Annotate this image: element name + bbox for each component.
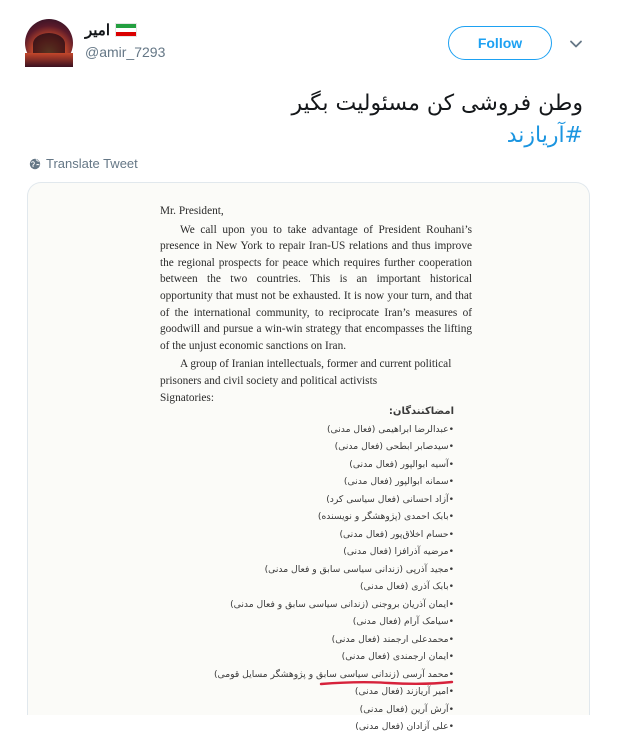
signatory-item: • محمد آرسی (زندانی سیاسی سابق و پژوهشگر مسایل قومی) — [154, 666, 454, 684]
iran-flag-icon — [115, 23, 137, 37]
signatories-label: Signatories: — [160, 391, 214, 404]
tweet-image[interactable] — [27, 182, 590, 732]
signatory-item: • ایمان آذریان بروجنی (زندانی سیاسی سابق و فعال مدنی) — [154, 596, 454, 614]
name-row[interactable] — [85, 20, 137, 40]
avatar[interactable] — [25, 19, 73, 67]
signatory-item-highlighted: • امیر آریازند (فعال مدنی) — [154, 683, 454, 701]
display-name[interactable]: امیر — [85, 22, 111, 39]
hashtag-link[interactable]: #آریازند — [506, 123, 583, 148]
signatory-item: • سمانه ابوالپور (فعال مدنی) — [154, 473, 454, 491]
letter-salutation: Mr. President, — [160, 205, 224, 217]
translate-tweet[interactable] — [29, 156, 138, 171]
letter-paragraph-closing: A group of Iranian intellectuals, former and current political prisoners and civil society and political activists — [160, 358, 452, 387]
user-handle[interactable]: @amir_7293 — [85, 44, 166, 60]
signatory-item: • آرش آرین (فعال مدنی) — [154, 701, 454, 719]
translate-label[interactable]: Translate Tweet — [46, 156, 138, 171]
signatory-item: • مجید آذرپی (زندانی سیاسی سابق و فعال مدنی) — [154, 561, 454, 579]
signatory-item: • آسیه ابوالپور (فعال مدنی) — [154, 456, 454, 474]
letter-paragraph: We call upon you to take advantage of President Rouhani’s presence in New York to repair Iran-US relations and thus improve the regional prospects for peace which requires further cooperation between the two countries. This is an important historical opportunity that must not be exhausted. It is now your turn, and that of the international community, to reciprocate Iran’s measures of goodwill and pursue a win-win strategy that encompasses the lifting of the unjust economic sanctions on Iran. — [160, 223, 472, 352]
signatory-item: • مرضیه آذرافزا (فعال مدنی) — [154, 543, 454, 561]
tweet-body: وطن فروشی کن مسئولیت بگیر — [291, 91, 583, 116]
signatory-item: • محمدعلی ارجمند (فعال مدنی) — [154, 631, 454, 649]
letter-text — [160, 203, 472, 406]
signatory-item: • حسام اخلاق‌پور (فعال مدنی) — [154, 526, 454, 544]
tweet-text — [63, 88, 583, 152]
signatory-item: • بابک احمدی (پژوهشگر و نویسنده) — [154, 508, 454, 526]
signatory-item: • ایمان ارجمندی (فعال مدنی) — [154, 648, 454, 666]
globe-icon — [29, 158, 41, 170]
signatory-item: • سیدصابر ابطحی (فعال مدنی) — [154, 438, 454, 456]
signatory-item: • عبدالرضا ابراهیمی (فعال مدنی) — [154, 421, 454, 439]
chevron-down-icon[interactable] — [568, 36, 584, 52]
signatory-item: • سیامک آرام (فعال مدنی) — [154, 613, 454, 631]
follow-button[interactable]: Follow — [448, 26, 552, 60]
highlight-underline — [319, 678, 454, 690]
signatory-item: • علی آزادان (فعال مدنی) — [154, 718, 454, 736]
signatory-item: • بابک آذری (فعال مدنی) — [154, 578, 454, 596]
tweet-header — [0, 0, 619, 80]
signatory-item: • آزاد احسانی (فعال سیاسی کرد) — [154, 491, 454, 509]
signatories-title: امضاکنندگان: — [388, 406, 454, 417]
